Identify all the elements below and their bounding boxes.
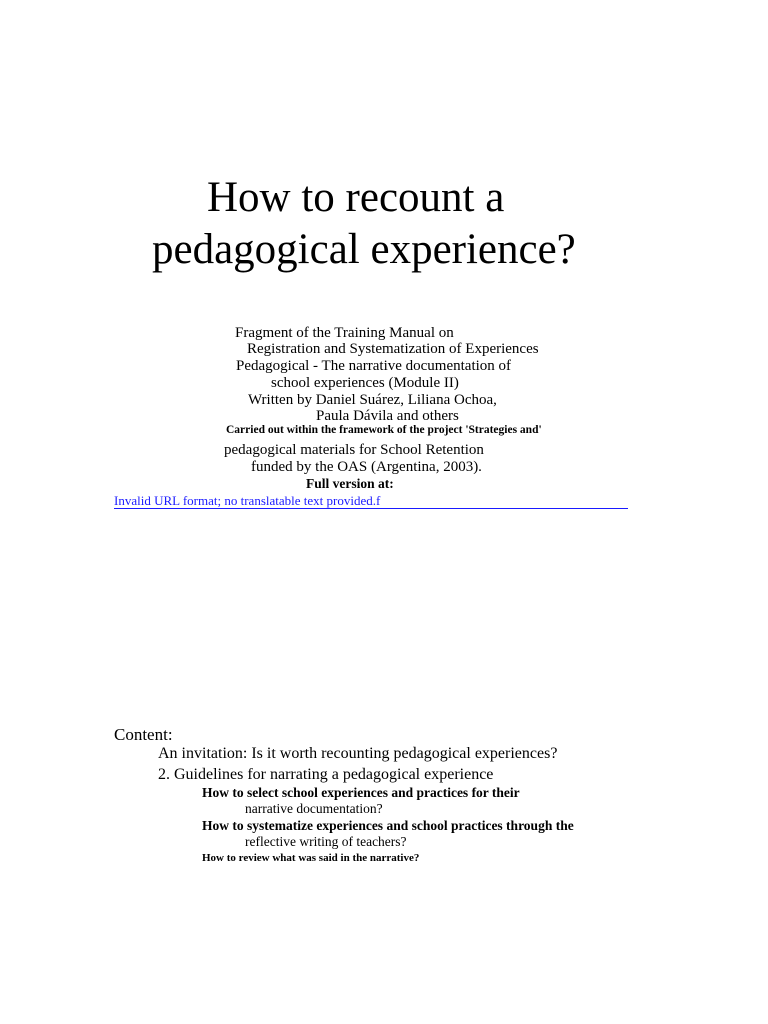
credits-line-9: funded by the OAS (Argentina, 2003).	[251, 459, 482, 475]
toc-subitem-2-cont: reflective writing of teachers?	[245, 834, 407, 849]
full-version-label: Full version at:	[306, 476, 394, 491]
credits-line-8: pedagogical materials for School Retention	[224, 442, 484, 458]
full-version-link[interactable]: Invalid URL format; no translatable text provided.f	[114, 494, 628, 509]
toc-item-1: An invitation: Is it worth recounting pedagogical experiences?	[158, 745, 558, 762]
credits-line-7: Carried out within the framework of the project 'Strategies and'	[226, 424, 542, 436]
credits-line-6: Paula Dávila and others	[316, 408, 459, 424]
credits-line-5: Written by Daniel Suárez, Liliana Ochoa,	[248, 392, 497, 408]
title-line-1: How to recount a	[207, 174, 505, 221]
toc-subitem-1-cont: narrative documentation?	[245, 801, 383, 816]
toc-subitem-1: How to select school experiences and practices for their	[202, 785, 520, 800]
contents-heading: Content:	[114, 725, 173, 744]
toc-item-2: 2. Guidelines for narrating a pedagogical experience	[158, 766, 494, 783]
title-line-2: pedagogical experience?	[152, 226, 576, 273]
credits-line-2: Registration and Systematization of Experiences	[247, 341, 539, 357]
toc-subitem-3: How to review what was said in the narrative?	[202, 852, 420, 864]
toc-subitem-2: How to systematize experiences and school practices through the	[202, 818, 574, 833]
credits-line-4: school experiences (Module II)	[271, 375, 459, 391]
credits-line-3: Pedagogical - The narrative documentation of	[236, 358, 512, 374]
credits-line-1: Fragment of the Training Manual on	[235, 325, 454, 341]
